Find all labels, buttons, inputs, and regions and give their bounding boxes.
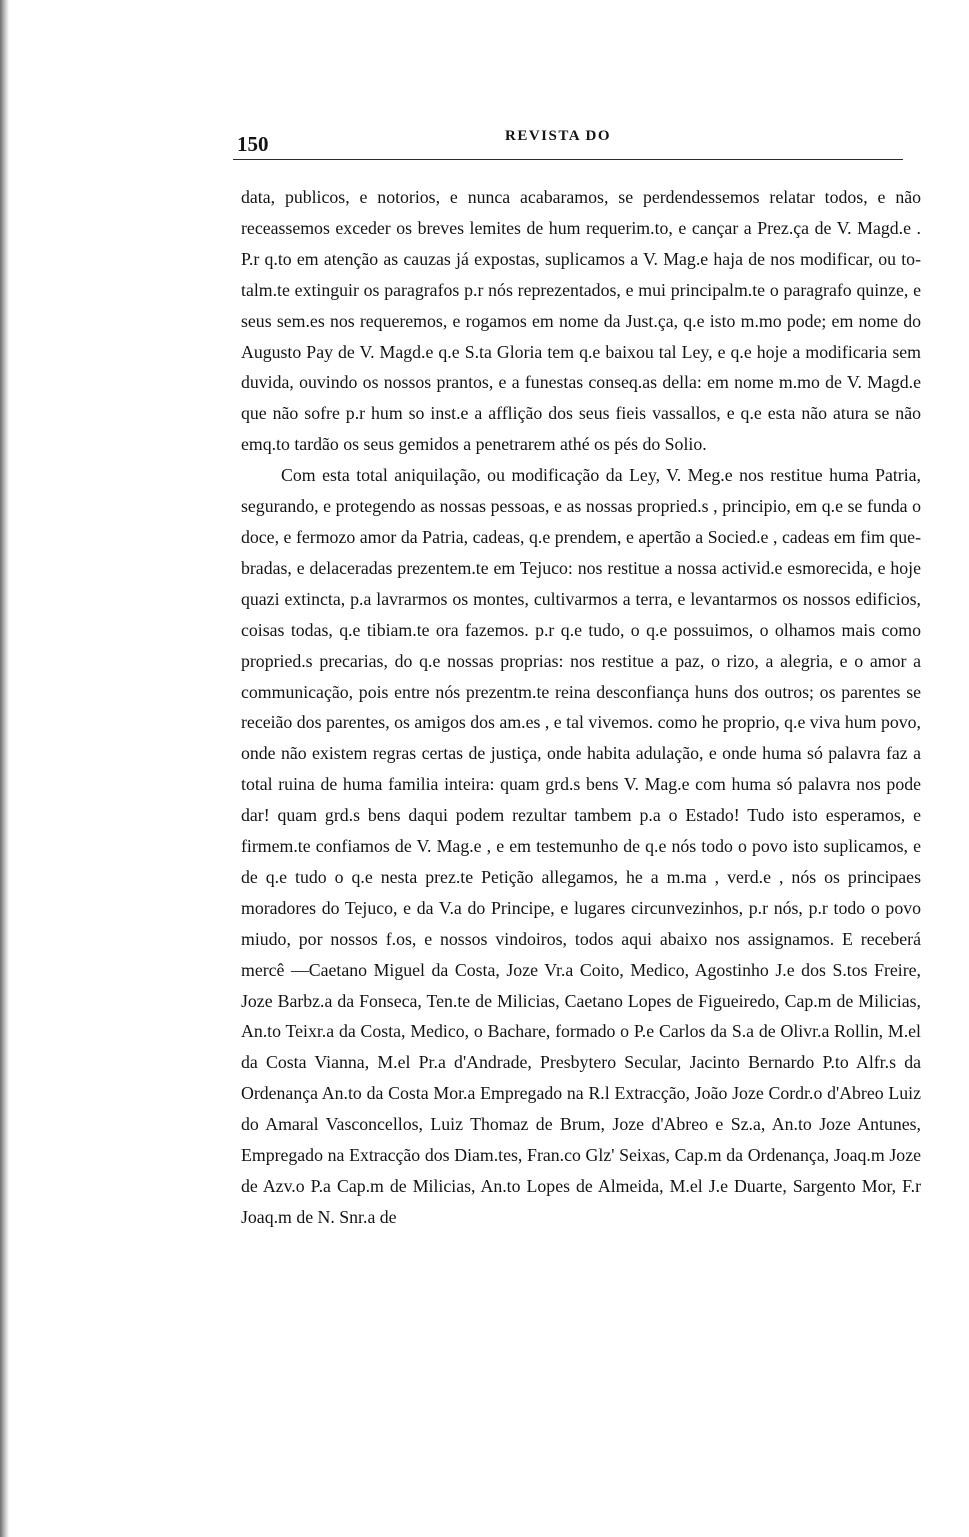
- paragraph: Com esta total aniquilação, ou modificação da Ley, V. Meg.e nos restitue huma Patria, segurando, e protegendo as nossas pessoas, e as nossas propried.s , principio, em q.e se funda o doce, e fermozo amor da Patria, cadeas, q.e prendem, e apertão a Socied.e , cadeas em fim quebradas, e delaceradas prezentem.te em Tejuco: nos restitue a nossa activid.e esmorecida, e hoje quazi extincta, p.a lavrarmos os montes, cultivarmos a terra, e levantarmos os nossos edificios, coisas todas, q.e tibiam.te ora fazemos. p.r q.e tudo, o q.e possuimos, o olhamos mais como propried.s precarias, do q.e nossas proprias: nos restitue a paz, o rizo, a alegria, e o amor a communicação, pois entre nós prezentm.te reina desconfiança huns dos outros; os parentes se receião dos parentes, os amigos dos am.es , e tal vivemos. como he proprio, q.e viva hum povo, onde não existem regras certas de justiça, onde habita adulação, e onde huma só palavra faz a total ruina de huma familia inteira: quam grd.s bens V. Mag.e com huma só palavra nos pode dar! quam grd.s bens daqui podem rezultar tambem p.a o Estado! Tudo isto esperamos, e firmem.te confiamos de V. Mag.e , e em testemunho de q.e nós todo o povo isto suplicamos, e de q.e tudo o q.e nesta prez.te Petição allegamos, he a m.ma , verd.e , nós os principaes moradores do Tejuco, e da V.a do Principe, e lugares circunvezinhos, p.r nós, p.r todo o povo miudo, por nossos f.os, e nossos vindoiros, todos aqui abaixo nos assignamos. E receberá mercê —Caetano Miguel da Costa, Joze Vr.a Coito, Medico, Agostinho J.e dos S.tos Freire, Joze Barbz.a da Fonseca, Ten.te de Milicias, Caetano Lopes de Figueiredo, Cap.m de Milicias, An.to Teixr.a da Costa, Medico, o Bachare, formado o P.e Carlos da S.a de Olivr.a Rollin, M.el da Costa Vianna, M.el Pr.a d'Andrade, Presbytero Secular, Jacinto Bernardo P.to Alfr.s da Ordenança An.to da Costa Mor.a Empregado na R.l Extracção, João Joze Cordr.o d'Abreo Luiz do Amaral Vasconcellos, Luiz Thomaz de Brum, Joze d'Abreo e Sz.a, An.to Joze Antunes, Empregado na Extracção dos Diam.tes, Fran.co Glz' Seixas, Cap.m da Ordenança, Joaq.m Joze de Azv.o P.a Cap.m de Milicias, An.to Lopes de Almeida, M.el J.e Duarte, Sargento Mor, F.r Joaq.m de N. Snr.a de: [241, 465, 921, 1227]
- book-page: [233, 112, 938, 1227]
- page-header: [233, 112, 938, 156]
- book-spine-edge: [0, 0, 9, 1537]
- running-head: REVISTA DO: [505, 128, 611, 144]
- header-rule: [233, 159, 903, 160]
- body-text: [241, 182, 921, 1233]
- page-number: 150: [237, 132, 269, 156]
- paragraph: data, publicos, e notorios, e nunca acabaramos, se perdendessemos relatar todos, e não receassemos exceder os breves lemites de hum requerim.to, e cançar a Prez.ça de V. Magd.e . P.r q.to em atenção as cauzas já expostas, suplicamos a V. Mag.e haja de nos modificar, ou totalm.te extinguir os paragrafos p.r nós reprezentados, e mui principalm.te o paragrafo quinze, e seus sem.es nos requeremos, e rogamos em nome da Just.ça, q.e isto m.mo pode; em nome do Augusto Pay de V. Magd.e q.e S.ta Gloria tem q.e baixou tal Ley, e q.e hoje a modificaria sem duvida, ouvindo os nossos prantos, e a funestas conseq.as della: em nome m.mo de V. Magd.e que não sofre p.r hum so inst.e a afflição dos seus fieis vassallos, e q.e esta não atura se não emq.to tardão os seus gemidos a penetrarem athé os pés do Solio.: [241, 187, 921, 455]
